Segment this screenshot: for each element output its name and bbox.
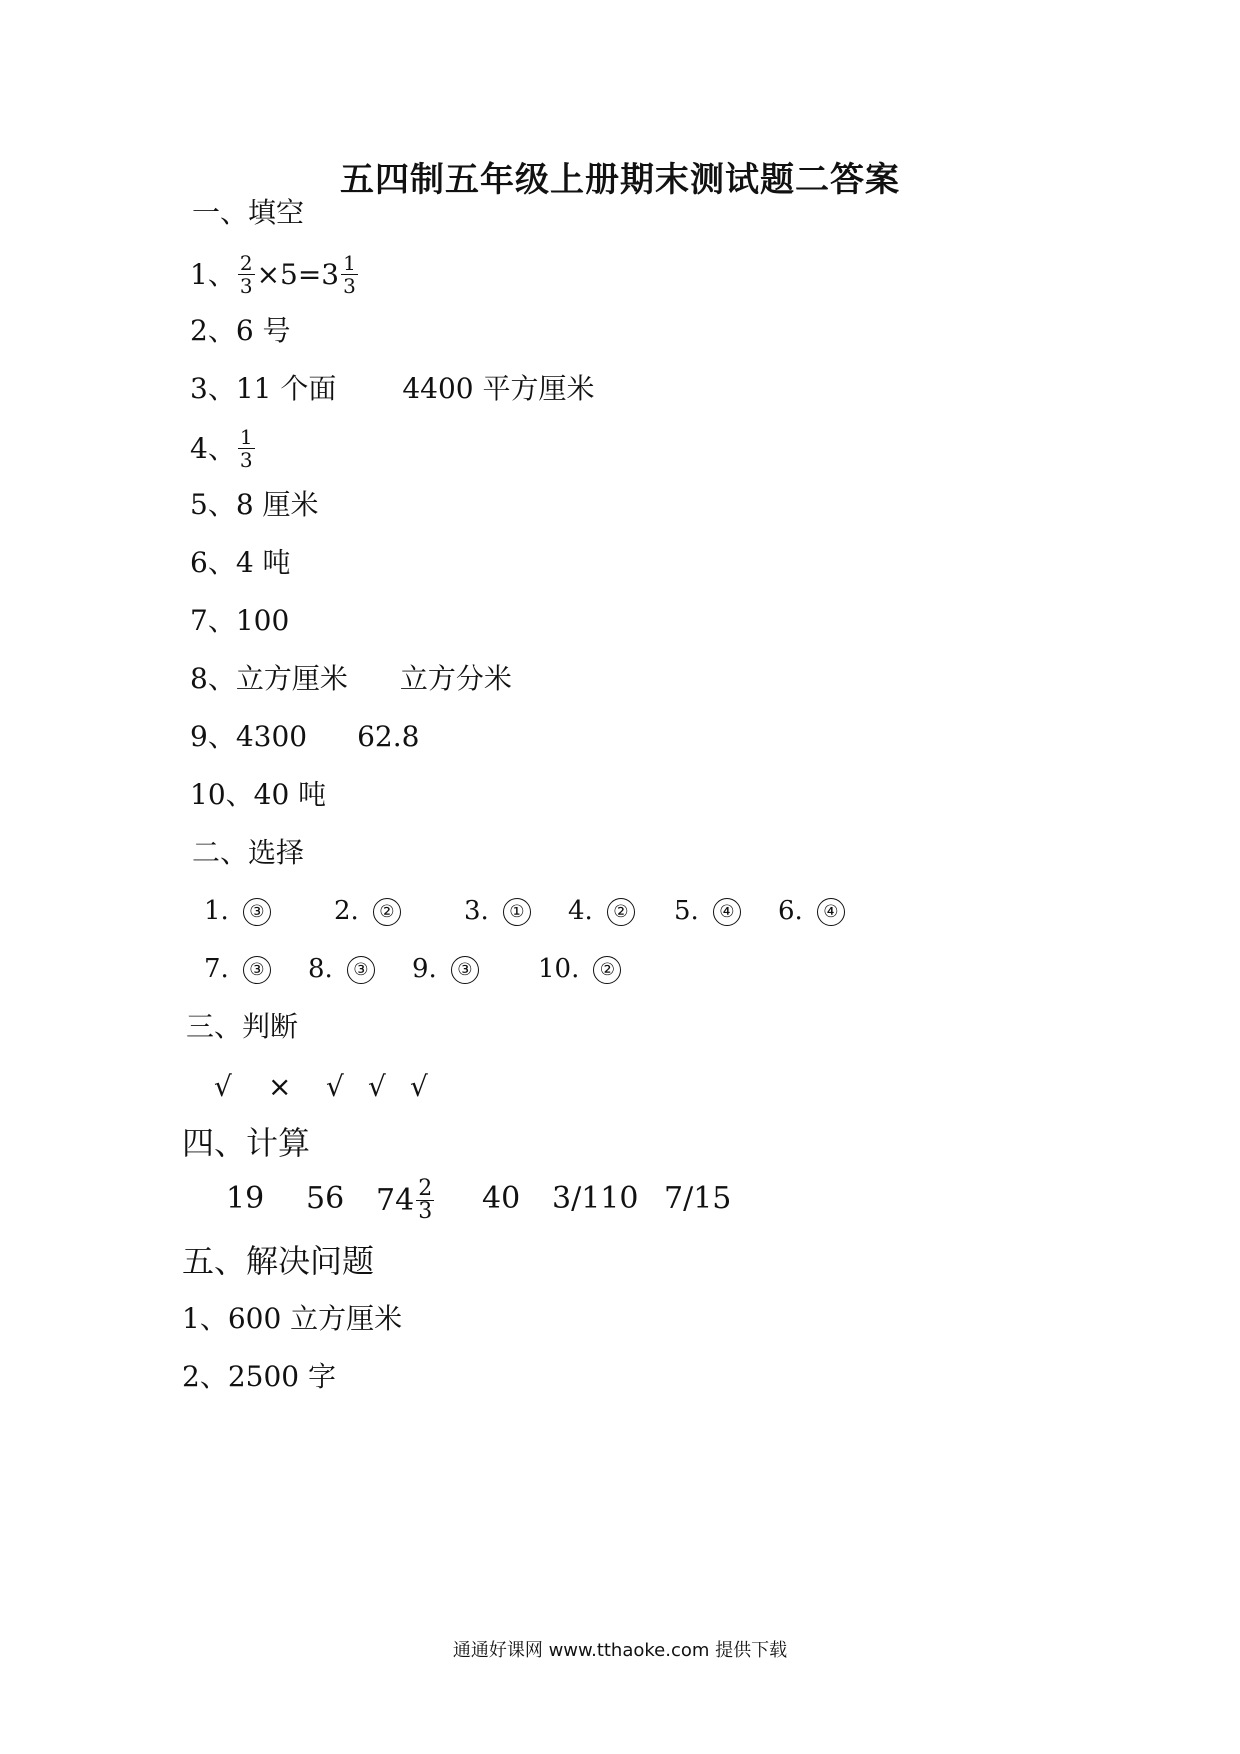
choice-number: 4. [568, 896, 593, 926]
choice-answer-7 [204, 952, 271, 986]
choice-number: 1. [204, 896, 229, 926]
circled-option: ③ [347, 956, 375, 984]
choice-answer-4 [568, 894, 635, 928]
choice-answer-1 [204, 894, 271, 928]
choice-answer-8 [308, 952, 375, 986]
choice-number: 8. [308, 954, 333, 984]
fill-answer-10: 10、40 吨 [190, 778, 327, 811]
fraction-denominator: 3 [418, 1199, 433, 1224]
circled-option: ③ [451, 956, 479, 984]
circled-option: ② [373, 898, 401, 926]
circled-option: ② [593, 956, 621, 984]
section-choice-heading: 二、选择 [192, 836, 305, 869]
footer-source: 通通好课网 www.tthaoke.com 提供下载 [452, 1640, 788, 1661]
choice-answer-6 [778, 894, 845, 928]
choice-number: 3. [464, 896, 489, 926]
fraction-denominator: 3 [239, 274, 253, 298]
calc-answer-5: 3/110 [552, 1181, 639, 1216]
choice-number: 2. [334, 896, 359, 926]
choice-number: 5. [674, 896, 699, 926]
fill-answer-7: 7、100 [190, 604, 290, 637]
calc-answer-4: 40 [482, 1181, 521, 1216]
calc-answer-6: 7/15 [664, 1181, 732, 1216]
fill-answer-8-part-b: 立方分米 [399, 662, 512, 695]
fill-answer-3-part-a: 3、11 个面 [190, 372, 337, 405]
circled-option: ③ [243, 956, 271, 984]
circled-option: ④ [817, 898, 845, 926]
choice-answer-9 [412, 952, 479, 986]
fill-answer-9-part-b: 62.8 [357, 720, 420, 753]
mixed-number-whole: 74 [376, 1182, 415, 1218]
choice-number: 7. [204, 954, 229, 984]
choice-answer-3 [464, 894, 531, 928]
check-mark-icon: √ [326, 1070, 344, 1103]
fraction-denominator: 3 [239, 448, 253, 472]
fraction-numerator: 2 [239, 251, 253, 275]
solve-answer-1: 1、600 立方厘米 [182, 1302, 403, 1335]
check-mark-icon: √ [214, 1070, 232, 1103]
check-mark-icon: √ [410, 1070, 428, 1103]
fraction-numerator: 2 [418, 1176, 433, 1201]
fill-answer-1 [190, 252, 360, 297]
choice-answer-10 [538, 952, 621, 986]
fill-answer-9 [190, 720, 419, 754]
fill-answer-8-part-a: 8、立方厘米 [190, 662, 348, 695]
choice-number: 6. [778, 896, 803, 926]
fraction-one-third [238, 426, 255, 471]
section-solve-heading: 五、解决问题 [182, 1242, 375, 1280]
choice-number: 10. [538, 954, 580, 984]
fill-answer-2: 2、6 号 [190, 314, 291, 347]
solve-answer-2: 2、2500 字 [182, 1360, 336, 1393]
fill-answer-1-expression: ×5=3 [256, 257, 340, 291]
fill-answer-1-prefix: 1、 [190, 257, 236, 291]
cross-mark-icon: × [268, 1070, 292, 1103]
fill-answer-8 [190, 662, 512, 696]
fill-answer-9-part-a: 9、4300 [190, 720, 308, 753]
fill-answer-4 [190, 426, 257, 471]
calc-answer-2: 56 [306, 1181, 345, 1216]
circled-option: ① [503, 898, 531, 926]
fraction-two-thirds [416, 1178, 434, 1223]
fill-answer-6: 6、4 吨 [190, 546, 291, 579]
fill-answer-4-prefix: 4、 [190, 431, 236, 465]
section-fill-heading: 一、填空 [192, 196, 305, 229]
circled-option: ③ [243, 898, 271, 926]
fraction-denominator: 3 [343, 274, 356, 298]
calc-answer-3 [376, 1178, 436, 1223]
circled-option: ④ [713, 898, 741, 926]
fraction-numerator: 1 [239, 425, 253, 449]
fraction-one-third [341, 252, 358, 297]
fill-answer-3 [190, 372, 595, 406]
fill-answer-3-part-b: 4400 平方厘米 [402, 372, 595, 405]
calc-answer-1: 19 [226, 1181, 265, 1216]
choice-answer-5 [674, 894, 741, 928]
fill-answer-5: 5、8 厘米 [190, 488, 319, 521]
fraction-numerator: 1 [343, 251, 356, 275]
fraction-two-thirds [238, 252, 255, 297]
choice-number: 9. [412, 954, 437, 984]
page-title: 五四制五年级上册期末测试题二答案 [340, 160, 900, 200]
section-calc-heading: 四、计算 [182, 1124, 311, 1162]
section-judge-heading: 三、判断 [186, 1010, 299, 1043]
circled-option: ② [607, 898, 635, 926]
check-mark-icon: √ [368, 1070, 386, 1103]
choice-answer-2 [334, 894, 401, 928]
